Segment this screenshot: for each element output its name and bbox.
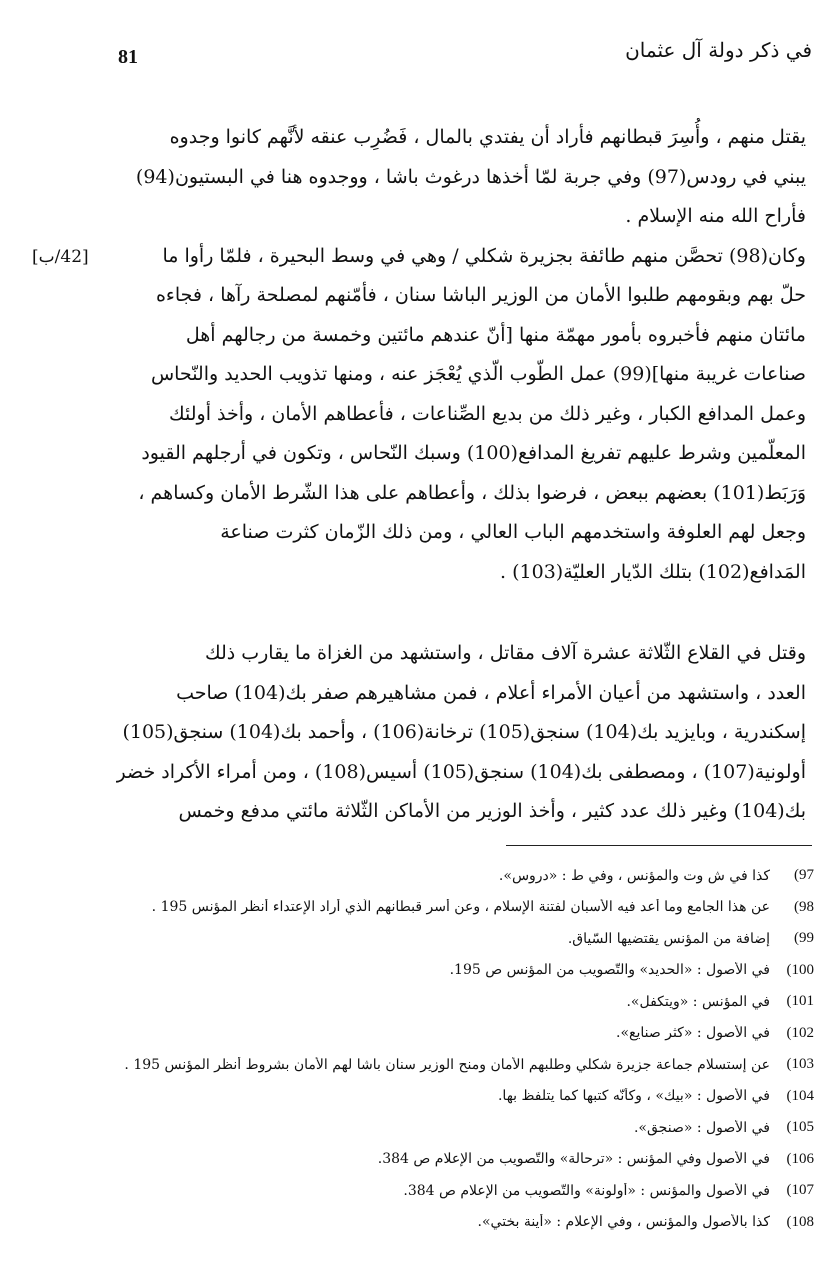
footnote <box>34 986 814 1018</box>
footnote-divider <box>506 845 812 846</box>
footnote-text: في الأصول : «الحديد» والتّصويب من المؤنس ص 195. <box>449 962 770 979</box>
text-line: إسكندرية ، وبايزيد بك(104) سنجق(105) ترخانة(106) ، وأحمد بك(104) سنجق(105) <box>122 721 806 743</box>
footnote-number: 99) <box>794 930 814 947</box>
footnote-number: 107) <box>786 1182 814 1199</box>
footnote-text: في الأصول وفي المؤنس : «ترحالة» والتّصويب من الإعلام ص 384. <box>377 1151 770 1168</box>
footnote <box>34 1049 814 1081</box>
text-line: المعلّمين وشرط عليهم تفريغ المدافع(100) وسبك النّحاس ، وتكون في أرجلهم القيود <box>141 442 806 464</box>
footnote-number: 100) <box>786 961 814 978</box>
footnote <box>34 923 814 955</box>
footnote-text: في الأصول : «كثر صنايع». <box>616 1025 770 1042</box>
footnote <box>34 860 814 892</box>
paragraph-2 <box>116 634 806 832</box>
footnote-text: إضافة من المؤنس يقتضيها السّياق. <box>567 930 770 947</box>
text-line: العدد ، واستشهد من أعيان الأمراء أعلام ، فمن مشاهيرهم صفر بك(104) صاحب <box>176 681 806 704</box>
footnote <box>34 1018 814 1050</box>
paragraph-1 <box>116 118 806 592</box>
running-header-title: في ذكر دولة آل عثمان <box>625 38 812 62</box>
text-line: وقتل في القلاع الثّلاثة عشرة آلاف مقاتل ، واستشهد من الغزاة ما يقارب ذلك <box>204 642 806 664</box>
text-line: وعمل المدافع الكبار ، وغير ذلك من بديع الصِّناعات ، فأعطاهم الأمان ، وأخذ أولئك <box>168 402 806 425</box>
footnote <box>34 1112 814 1144</box>
text-line: يقتل منهم ، وأُسِرَ قبطانهم فأراد أن يفتدي بالمال ، فَضُرِب عنقه لأنَّهم كانوا وجدوه <box>169 126 806 148</box>
text-line: يبني في رودس(97) وفي جربة لمّا أخذها درغوث باشا ، ووجدوه هنا في البستيون(94) <box>135 165 806 188</box>
footnote-number: 98) <box>794 898 814 915</box>
footnote-number: 108) <box>786 1213 814 1230</box>
text-line: المَدافع(102) بتلك الدّيار العليّة(103) . <box>500 560 806 583</box>
text-line: وكان(98) تحصَّن منهم طائفة بجزيرة شكلي / وهي في وسط البحيرة ، فلمّا رأوا ما <box>162 244 806 267</box>
footnote <box>34 892 814 924</box>
footnote-text: عن هذا الجامع وما أعد فيه الأسبان لفتنة الإسلام ، وعن أسر قبطانهم الّذي أراد الإعتداء أنظر المؤنس 195 . <box>151 899 770 916</box>
text-line: وجعل لهم العلوفة واستخدمهم الباب العالي ، ومن ذلك الزّمان كثرت صناعة <box>220 521 806 543</box>
footnote-number: 105) <box>786 1119 814 1136</box>
footnotes <box>34 860 814 1238</box>
footnote <box>34 1144 814 1176</box>
footnote-text: في الأصول والمؤنس : «أولونة» والتّصويب من الإعلام ص 384. <box>403 1182 770 1199</box>
footnote-number: 101) <box>786 993 814 1010</box>
footnote-text: كذا بالأصول والمؤنس ، وفي الإعلام : «أينة بختي». <box>477 1214 770 1231</box>
footnote-text: كذا في ش وت والمؤنس ، وفي ط : «دروس». <box>498 867 770 884</box>
footnote-text: عن إستسلام جماعة جزيرة شكلي وطلبهم الأمان ومنح الوزير سنان باشا لهم الأمان بشروط أنظر المؤنس 195 . <box>124 1056 770 1073</box>
footnote <box>34 955 814 987</box>
footnote-text: في المؤنس : «ويتكفل». <box>626 993 770 1010</box>
footnote-number: 102) <box>786 1024 814 1041</box>
footnote-number: 97) <box>794 867 814 884</box>
footnote-text: في الأصول : «صنجق». <box>633 1119 770 1136</box>
footnote <box>34 1081 814 1113</box>
footnote-number: 103) <box>786 1056 814 1073</box>
text-line: وَرَبَط(101) بعضهم ببعض ، فرضوا بذلك ، وأعطاهم على هذا الشّرط الأمان وكساهم ، <box>138 481 806 504</box>
footnote <box>34 1207 814 1239</box>
text-line: حلّ بهم وبقومهم طلبوا الأمان من الوزير الباشا سنان ، فأمّنهم لمصلحة رآها ، فجاءه <box>155 284 806 306</box>
footnote-text: في الأصول : «بيك» ، وكأنّه كتبها كما يتلفظ بها. <box>497 1088 770 1105</box>
footnote-number: 104) <box>786 1087 814 1104</box>
manuscript-folio-marker: [42/ب] <box>32 247 89 267</box>
page-number: 81 <box>118 46 138 68</box>
text-line: مائتان منهم فأخبروه بأمور مهمّة منها [أنّ عندهم مائتين وخمسة من رجالهم أهل <box>185 323 806 346</box>
footnote <box>34 1175 814 1207</box>
text-line: فأراح الله منه الإسلام . <box>625 205 806 227</box>
text-line: بك(104) وغير ذلك عدد كثير ، وأخذ الوزير من الأماكن الثّلاثة مائتي مدفع وخمس <box>178 800 806 822</box>
footnote-number: 106) <box>786 1150 814 1167</box>
text-line: صناعات غريبة منها](99) عمل الطّوب الّذي يُعْجَز عنه ، ومنها تذويب الحديد والنّحاس <box>150 363 806 385</box>
text-line: أولونية(107) ، ومصطفى بك(104) سنجق(105) أسيس(108) ، ومن أمراء الأكراد خضر <box>116 760 806 783</box>
